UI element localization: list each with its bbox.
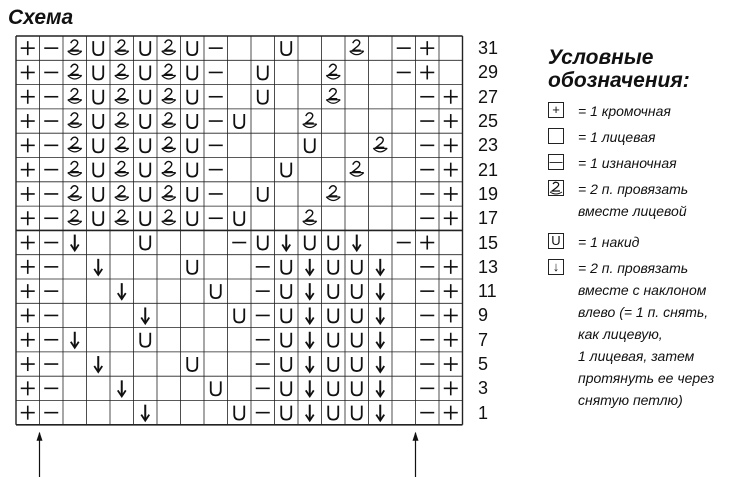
legend-symbol-icon: U [548, 233, 564, 249]
yarn-over-symbol [187, 163, 197, 177]
decrease-k2tog-symbol [165, 161, 173, 171]
decrease-k2tog-symbol [115, 51, 129, 55]
yarn-over-symbol [93, 65, 103, 79]
yarn-over-symbol [352, 381, 362, 395]
legend-text: = 1 кромочная [578, 103, 671, 119]
decrease-k2tog-symbol [162, 221, 176, 225]
yarn-over-symbol [211, 381, 221, 395]
yarn-over-symbol [93, 90, 103, 104]
decrease-k2tog-symbol [165, 89, 173, 99]
yarn-over-symbol [93, 41, 103, 55]
yarn-over-symbol [281, 260, 291, 274]
decrease-k2tog-symbol [326, 197, 340, 201]
legend-text-continued: вместе с наклоном [578, 282, 707, 298]
decrease-k2tog-symbol [329, 64, 337, 74]
decrease-k2tog-symbol [162, 148, 176, 152]
yarn-over-symbol [93, 211, 103, 225]
row-number: 13 [478, 256, 499, 277]
yarn-over-symbol [187, 41, 197, 55]
yarn-over-symbol [352, 357, 362, 371]
decrease-k2tog-symbol [165, 186, 173, 196]
legend-text-continued: 1 лицевая, затем [578, 348, 695, 364]
yarn-over-symbol [328, 381, 338, 395]
yarn-over-symbol [258, 187, 268, 201]
legend-symbol-icon [548, 180, 564, 196]
legend-title-line2: обозначения: [548, 69, 690, 92]
decrease-k2tog-symbol [118, 161, 126, 171]
yarn-over-symbol [187, 90, 197, 104]
decrease-k2tog-symbol [165, 113, 173, 123]
decrease-k2tog-symbol [68, 51, 82, 55]
legend-text: = 1 накид [578, 234, 640, 250]
decrease-k2tog-symbol [71, 210, 79, 220]
row-number: 3 [478, 378, 489, 399]
decrease-k2tog-symbol [71, 64, 79, 74]
yarn-over-symbol [187, 65, 197, 79]
legend-text-continued: протянуть ее через [578, 370, 715, 386]
decrease-k2tog-symbol [68, 75, 82, 79]
yarn-over-symbol [281, 308, 291, 322]
yarn-over-symbol [187, 187, 197, 201]
decrease-k2tog-symbol [162, 124, 176, 128]
row-number: 23 [478, 135, 499, 156]
decrease-k2tog-symbol [306, 113, 314, 123]
yarn-over-symbol [140, 163, 150, 177]
decrease-k2tog-symbol [115, 75, 129, 79]
decrease-k2tog-symbol [68, 124, 82, 128]
yarn-over-symbol [140, 65, 150, 79]
decrease-k2tog-symbol [115, 148, 129, 152]
decrease-k2tog-symbol [118, 186, 126, 196]
decrease-k2tog-symbol [118, 137, 126, 147]
decrease-k2tog-symbol [71, 113, 79, 123]
decrease-k2tog-symbol [165, 210, 173, 220]
decrease-k2tog-symbol [329, 89, 337, 99]
decrease-k2tog-symbol [115, 100, 129, 104]
legend-text: = 2 п. провязать [578, 181, 689, 197]
yarn-over-symbol [305, 138, 315, 152]
legend-symbol-icon: — [549, 154, 563, 169]
yarn-over-symbol [234, 406, 244, 420]
legend-text: = 1 изнаночная [578, 155, 677, 171]
legend-text-continued: вместе лицевой [578, 203, 687, 219]
row-number: 19 [478, 183, 499, 204]
decrease-k2tog-symbol [118, 64, 126, 74]
yarn-over-symbol [140, 187, 150, 201]
yarn-over-symbol [140, 114, 150, 128]
yarn-over-symbol [352, 284, 362, 298]
decrease-k2tog-symbol [118, 113, 126, 123]
legend-text-continued: влево (= 1 п. снять, [578, 304, 709, 320]
decrease-k2tog-symbol [162, 197, 176, 201]
yarn-over-symbol [140, 211, 150, 225]
decrease-k2tog-symbol [162, 75, 176, 79]
yarn-over-symbol [140, 333, 150, 347]
yarn-over-symbol [328, 406, 338, 420]
decrease-k2tog-symbol [165, 64, 173, 74]
yarn-over-symbol [258, 90, 268, 104]
row-number: 5 [478, 354, 489, 375]
legend-text-continued: снятую петлю) [578, 392, 683, 408]
legend-title-line1: Условные [548, 46, 654, 69]
legend-symbol-icon: + [548, 102, 564, 118]
row-number: 21 [478, 159, 499, 180]
legend-title [548, 46, 748, 92]
decrease-k2tog-symbol [115, 173, 129, 177]
yarn-over-symbol [328, 357, 338, 371]
yarn-over-symbol [352, 260, 362, 274]
decrease-k2tog-symbol [71, 186, 79, 196]
row-number: 7 [478, 329, 489, 350]
chart-title: Схема [8, 6, 74, 29]
yarn-over-symbol [234, 211, 244, 225]
row-number: 29 [478, 62, 499, 83]
yarn-over-symbol [211, 284, 221, 298]
decrease-k2tog-symbol [376, 137, 384, 147]
decrease-k2tog-symbol [350, 51, 364, 55]
yarn-over-symbol [234, 114, 244, 128]
decrease-k2tog-symbol [165, 40, 173, 50]
decrease-k2tog-symbol [115, 197, 129, 201]
row-number: 25 [478, 111, 499, 132]
decrease-k2tog-symbol [353, 40, 361, 50]
yarn-over-symbol [93, 187, 103, 201]
decrease-k2tog-symbol [162, 51, 176, 55]
yarn-over-symbol [352, 308, 362, 322]
yarn-over-symbol [234, 308, 244, 322]
yarn-over-symbol [281, 357, 291, 371]
decrease-k2tog-symbol [306, 210, 314, 220]
yarn-over-symbol [187, 260, 197, 274]
decrease-k2tog-symbol [71, 40, 79, 50]
legend-symbol-icon [548, 128, 564, 144]
decrease-k2tog-symbol [162, 173, 176, 177]
decrease-k2tog-symbol [68, 173, 82, 177]
row-number: 27 [478, 86, 499, 107]
legend-text-continued: как лицевую, [578, 326, 663, 342]
legend-text: = 1 лицевая [578, 129, 656, 145]
yarn-over-symbol [281, 284, 291, 298]
decrease-k2tog-symbol [71, 137, 79, 147]
decrease-k2tog-symbol [115, 221, 129, 225]
row-number: 11 [478, 281, 497, 302]
yarn-over-symbol [328, 260, 338, 274]
repeat-arrow-head [413, 432, 419, 441]
decrease-k2tog-symbol [162, 100, 176, 104]
row-number: 1 [478, 402, 489, 423]
yarn-over-symbol [187, 211, 197, 225]
yarn-over-symbol [281, 381, 291, 395]
yarn-over-symbol [328, 308, 338, 322]
row-number: 17 [478, 208, 499, 229]
decrease-k2tog-symbol [118, 40, 126, 50]
row-number: 31 [478, 38, 499, 59]
yarn-over-symbol [140, 41, 150, 55]
decrease-k2tog-symbol [71, 161, 79, 171]
yarn-over-symbol [305, 236, 315, 250]
legend-symbol-icon: ↓ [548, 259, 564, 275]
decrease-k2tog-symbol [373, 148, 387, 152]
yarn-over-symbol [258, 236, 268, 250]
decrease-k2tog-symbol [71, 89, 79, 99]
yarn-over-symbol [258, 65, 268, 79]
yarn-over-symbol [93, 163, 103, 177]
yarn-over-symbol [281, 163, 291, 177]
decrease-k2tog-symbol [118, 210, 126, 220]
decrease-k2tog-symbol [115, 124, 129, 128]
decrease-k2tog-symbol [68, 221, 82, 225]
decrease-k2tog-symbol [326, 100, 340, 104]
decrease-k2tog-symbol [165, 137, 173, 147]
yarn-over-symbol [140, 90, 150, 104]
row-number: 9 [478, 305, 489, 326]
yarn-over-symbol [140, 236, 150, 250]
legend-text: = 2 п. провязать [578, 260, 689, 276]
decrease-k2tog-symbol [350, 173, 364, 177]
row-number: 15 [478, 232, 499, 253]
decrease-k2tog-symbol [303, 124, 317, 128]
repeat-arrow-head [37, 432, 43, 441]
yarn-over-symbol [281, 406, 291, 420]
decrease-k2tog-symbol [353, 161, 361, 171]
yarn-over-symbol [328, 333, 338, 347]
yarn-over-symbol [93, 114, 103, 128]
yarn-over-symbol [352, 406, 362, 420]
decrease-k2tog-symbol [118, 89, 126, 99]
yarn-over-symbol [328, 236, 338, 250]
yarn-over-symbol [328, 284, 338, 298]
yarn-over-symbol [187, 114, 197, 128]
yarn-over-symbol [352, 333, 362, 347]
decrease-k2tog-symbol [68, 100, 82, 104]
decrease-k2tog-symbol [303, 221, 317, 225]
yarn-over-symbol [140, 138, 150, 152]
yarn-over-symbol [187, 357, 197, 371]
yarn-over-symbol [281, 41, 291, 55]
decrease-k2tog-symbol [68, 148, 82, 152]
yarn-over-symbol [281, 333, 291, 347]
decrease-k2tog-symbol [329, 186, 337, 196]
decrease-k2tog-symbol [68, 197, 82, 201]
yarn-over-symbol [93, 138, 103, 152]
yarn-over-symbol [187, 138, 197, 152]
decrease-k2tog-symbol [326, 75, 340, 79]
